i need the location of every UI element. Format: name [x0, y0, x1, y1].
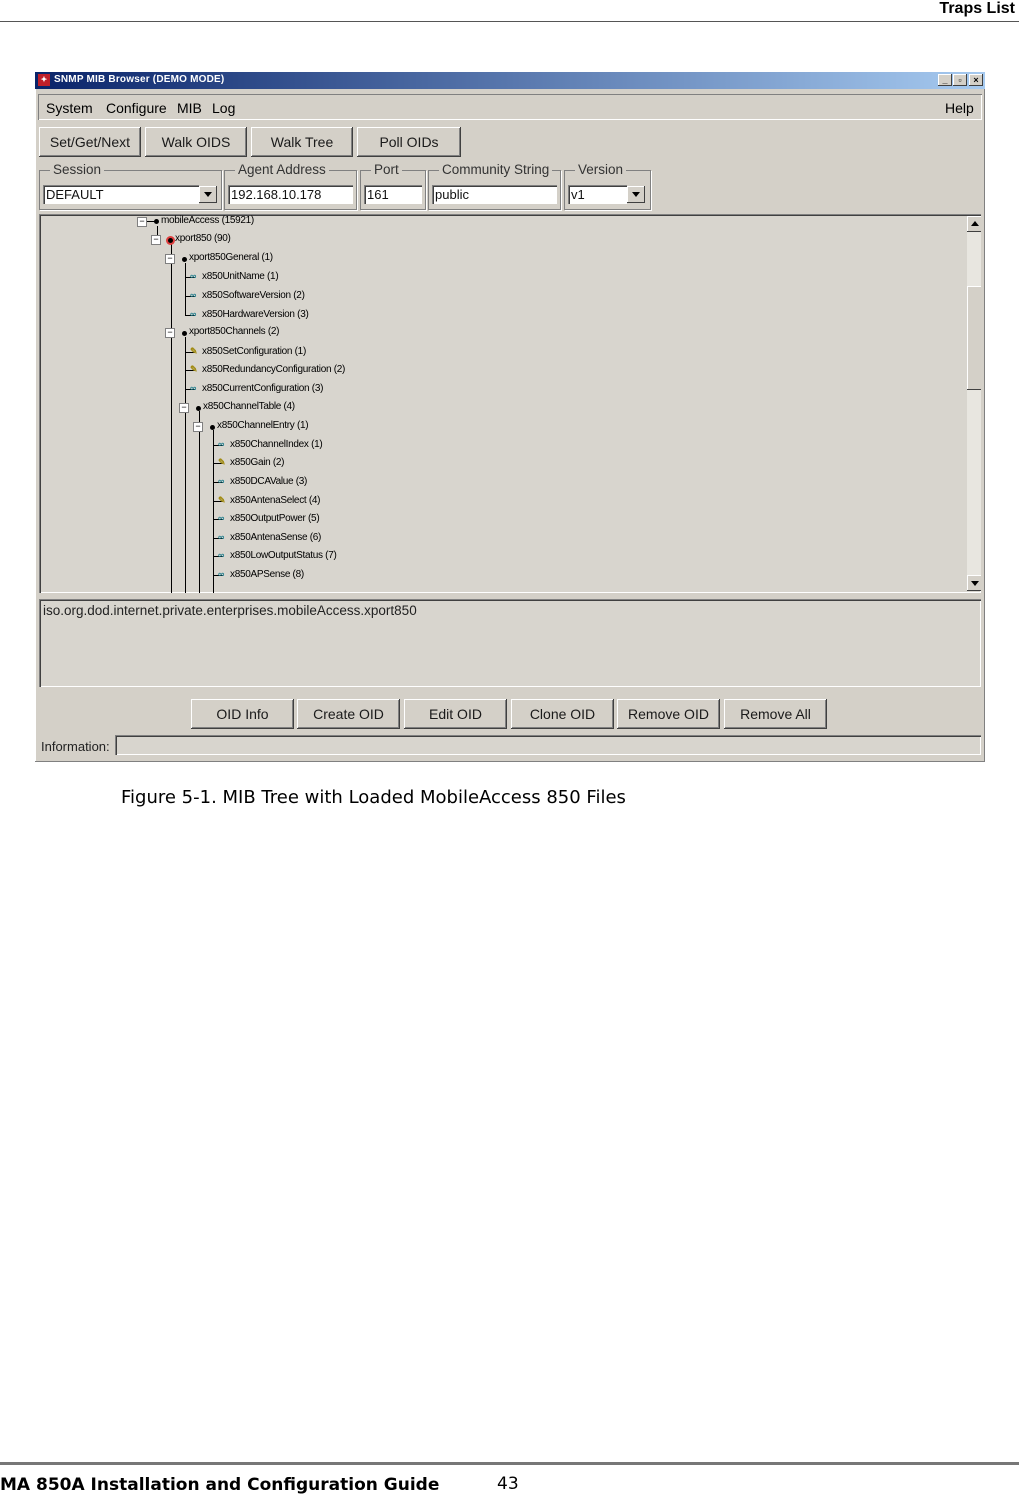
remove-oid-button[interactable]: Remove OID	[617, 699, 720, 729]
tree-scrollbar[interactable]	[967, 216, 981, 591]
tree-expander-icon[interactable]: −	[179, 403, 189, 413]
footer-title: MA 850A Installation and Configuration Guide	[0, 1475, 440, 1495]
tree-node[interactable]: x850AntenaSelect (4)	[230, 495, 321, 506]
read-write-leaf-icon: ✎	[218, 457, 226, 467]
read-only-leaf-icon: ∞	[190, 383, 197, 393]
tree-connector	[185, 337, 186, 593]
maximize-icon[interactable]: ▫	[953, 74, 967, 86]
tree-node[interactable]: x850AntenaSense (6)	[230, 532, 322, 543]
mib-tree[interactable]	[39, 214, 981, 593]
information-field	[115, 735, 981, 755]
menu-log[interactable]: Log	[212, 100, 236, 116]
community-string-label: Community String	[439, 162, 552, 177]
oid-info-button[interactable]: OID Info	[191, 699, 294, 729]
remove-all-button[interactable]: Remove All	[724, 699, 827, 729]
tree-expander-icon[interactable]: −	[137, 217, 147, 227]
tree-expander-icon[interactable]: −	[165, 328, 175, 338]
tree-expander-icon[interactable]: −	[165, 254, 175, 264]
information-label: Information:	[41, 739, 110, 754]
tree-node[interactable]: xport850General (1)	[189, 252, 273, 263]
read-only-leaf-icon: ∞	[218, 532, 225, 542]
tree-node[interactable]: xport850 (90)	[175, 233, 231, 244]
tree-connector	[213, 430, 214, 593]
page-header	[0, 0, 1019, 22]
tree-node[interactable]: x850OutputPower (5)	[230, 513, 320, 524]
read-only-leaf-icon: ∞	[190, 271, 197, 281]
set-get-next-button[interactable]: Set/Get/Next	[39, 127, 141, 157]
read-write-leaf-icon: ✎	[190, 346, 198, 356]
mib-browser-window	[35, 72, 985, 762]
tree-connector	[199, 411, 200, 593]
tree-node[interactable]: x850RedundancyConfiguration (2)	[202, 364, 346, 375]
walk-oids-button[interactable]: Walk OIDS	[145, 127, 247, 157]
read-only-leaf-icon: ∞	[190, 309, 197, 319]
tree-node[interactable]: x850SoftwareVersion (2)	[202, 290, 305, 301]
tree-node[interactable]: x850ChannelTable (4)	[203, 401, 295, 412]
version-label: Version	[575, 162, 626, 177]
tree-expander-icon[interactable]: −	[151, 235, 161, 245]
tree-node[interactable]: mobileAccess (15921)	[161, 215, 254, 226]
session-select[interactable]: DEFAULT	[43, 185, 199, 204]
port-group	[360, 162, 426, 210]
agent-address-label: Agent Address	[235, 162, 329, 177]
create-oid-button[interactable]: Create OID	[297, 699, 400, 729]
page-footer	[0, 1462, 1019, 1499]
read-only-leaf-icon: ∞	[218, 513, 225, 523]
tree-node[interactable]: x850HardwareVersion (3)	[202, 309, 309, 320]
oid-path-box	[39, 599, 981, 687]
tree-node[interactable]: x850LowOutputStatus (7)	[230, 550, 337, 561]
oid-path-text: iso.org.dod.internet.private.enterprises.mobileAccess.xport850	[43, 603, 417, 618]
tree-expander-icon[interactable]: −	[193, 422, 203, 432]
agent-address-input[interactable]: 192.168.10.178	[228, 185, 353, 204]
tree-node[interactable]: x850DCAValue (3)	[230, 476, 308, 487]
tree-connector	[171, 244, 172, 593]
tree-node-icon	[154, 219, 159, 224]
community-string-input[interactable]: public	[432, 185, 557, 204]
menu-mib[interactable]: MIB	[177, 100, 202, 116]
menu-configure[interactable]: Configure	[106, 100, 167, 116]
tree-connector	[185, 263, 186, 315]
tree-node[interactable]: x850UnitName (1)	[202, 271, 279, 282]
tree-node-icon	[196, 406, 201, 411]
session-dropdown-icon[interactable]	[199, 186, 217, 203]
tree-node[interactable]: x850SetConfiguration (1)	[202, 346, 306, 357]
read-only-leaf-icon: ∞	[218, 550, 225, 560]
agent-address-group	[224, 162, 357, 210]
tree-node[interactable]: x850CurrentConfiguration (3)	[202, 383, 324, 394]
read-only-leaf-icon: ∞	[190, 290, 197, 300]
poll-oids-button[interactable]: Poll OIDs	[357, 127, 461, 157]
version-group	[564, 162, 651, 210]
tree-node-icon	[168, 238, 173, 243]
minimize-icon[interactable]: _	[938, 74, 952, 86]
window-title: SNMP MIB Browser (DEMO MODE)	[54, 74, 225, 85]
clone-oid-button[interactable]: Clone OID	[511, 699, 614, 729]
header-title: Traps List	[939, 0, 1015, 17]
read-only-leaf-icon: ∞	[218, 439, 225, 449]
community-string-group	[428, 162, 561, 210]
scroll-up-icon[interactable]	[967, 216, 981, 232]
port-label: Port	[371, 162, 402, 177]
scroll-thumb[interactable]	[967, 286, 981, 390]
version-select[interactable]: v1	[568, 185, 627, 204]
app-icon: ✦	[38, 74, 50, 86]
close-icon[interactable]: ×	[969, 74, 983, 86]
read-write-leaf-icon: ✎	[190, 364, 198, 374]
tree-node[interactable]: x850ChannelEntry (1)	[217, 420, 309, 431]
scroll-down-icon[interactable]	[967, 575, 981, 591]
port-input[interactable]: 161	[364, 185, 422, 204]
tree-node[interactable]: x850ChannelIndex (1)	[230, 439, 323, 450]
version-dropdown-icon[interactable]	[627, 186, 645, 203]
page-number: 43	[497, 1474, 519, 1494]
title-bar[interactable]	[35, 72, 985, 89]
tree-node[interactable]: x850APSense (8)	[230, 569, 304, 580]
tree-node-icon	[182, 257, 187, 262]
tree-node[interactable]: xport850Channels (2)	[189, 326, 280, 337]
figure-caption: Figure 5-1. MIB Tree with Loaded MobileAccess 850 Files	[121, 787, 626, 808]
read-write-leaf-icon: ✎	[218, 495, 226, 505]
session-label: Session	[50, 162, 104, 177]
menu-bar	[38, 94, 982, 120]
tree-node-icon	[210, 425, 215, 430]
menu-help[interactable]: Help	[945, 100, 974, 116]
edit-oid-button[interactable]: Edit OID	[404, 699, 507, 729]
walk-tree-button[interactable]: Walk Tree	[251, 127, 353, 157]
read-only-leaf-icon: ∞	[218, 476, 225, 486]
read-only-leaf-icon: ∞	[218, 569, 225, 579]
tree-node[interactable]: x850Gain (2)	[230, 457, 285, 468]
tree-node-icon	[182, 331, 187, 336]
menu-system[interactable]: System	[46, 100, 93, 116]
session-group	[39, 162, 222, 210]
